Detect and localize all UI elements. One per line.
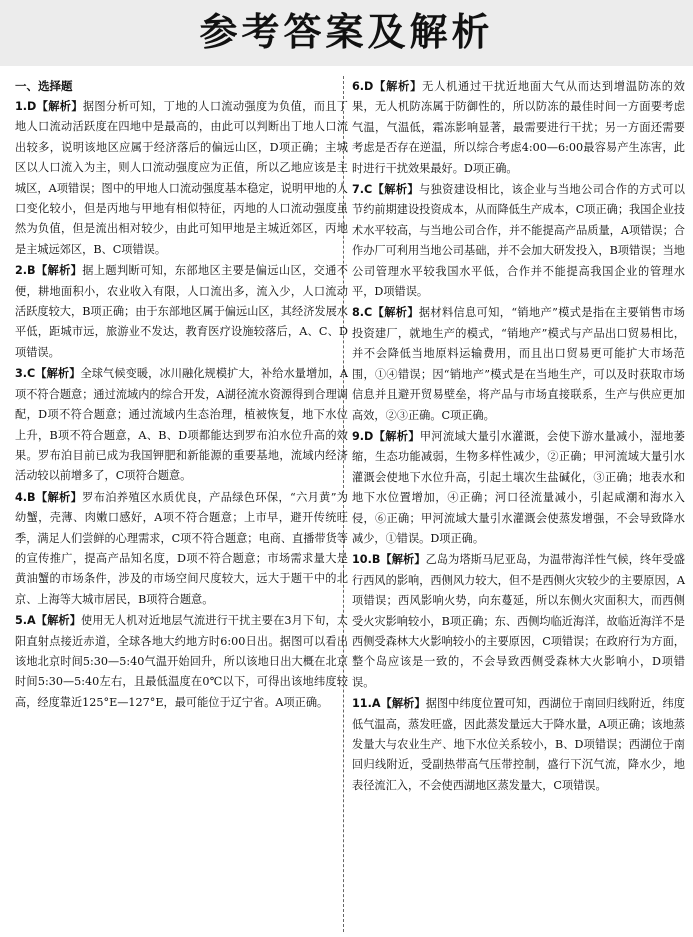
left-column — [15, 76, 348, 713]
analysis-text: 罗布泊养殖区水质优良，产品绿色环保，“六月黄”为幼蟹，壳薄、肉嫩口感好，A项不符合题意；上市早，避开传统旺季，满足人们尝鲜的心理需求，C项不符合题意；电商、直播带货等的宣传推广，提高产品知名度，D项不符合题意；市场需求量大是黄油蟹的市场条件，涉及的市场空间尺度较大，远大于题干中的北京、上海等大城市居民，B项符合题意。 — [15, 490, 348, 606]
answer-number: 5. — [15, 614, 28, 628]
analysis-text: 据图分析可知，丁地的人口流动强度为负值，而且丁地人口流动活跃度在四地中是最高的，由此可以判断出丁地人口流出较多，说明该地区应属于经济落后的偏远山区，D项正确；主城区以人口流入为主，则人口流动强度应为正值，所以乙地应该是主城区，A项错误；图中的甲地人口流动强度基本稳定，说明甲地的人口变化较小，但是丙地与甲地有相似特征，丙地的人口流动强度虽然为负值，但是流出相对较少，由此可知甲地是主城近郊区，丙地是主城远郊区，B、C项错误。 — [15, 100, 348, 256]
answer-letter: B — [27, 264, 36, 278]
right-column — [352, 76, 685, 796]
page-title: 参考答案及解析 — [199, 10, 494, 54]
analysis-text: 据材料信息可知，“销地产”模式是指在主要销售市场投资建厂，就地生产的模式，“销地产”模式与产品出口贸易相比，并不会降低当地原料运输费用，而且出口贸易更可能扩大市场范围，①④错误；因“销地产”模式是在当地生产，可以及时获取市场信息并且避开贸易壁垒，将产品与市场直接联系，生产与供应更加高效，②③正确。C项正确。 — [352, 306, 685, 422]
answer-letter: C — [364, 183, 373, 197]
analysis-tag: 【解析】 — [35, 489, 83, 504]
answer-letter: A — [27, 614, 36, 628]
answer-letter: D — [364, 80, 374, 93]
answer-number: 3. — [15, 367, 28, 381]
analysis-tag: 【解析】 — [372, 182, 419, 197]
answer-item — [15, 260, 348, 363]
answer-item — [352, 76, 685, 179]
analysis-tag: 【解析】 — [35, 263, 83, 278]
answer-number: 9. — [352, 429, 365, 443]
answer-item — [352, 179, 685, 302]
analysis-text: 与独资建设相比，该企业与当地公司合作的方式可以节约前期建设投资成本，从而降低生产成本，C项正确；我国企业技术水平较高，与当地公司合作，并不能提高产品质量，A项错误；合作办厂可利用当地公司基础，并不会加大研发投入，B项错误；当地公司管理水平较我国水平低，合作并不能提高我国企业的管理水平，D项错误。 — [352, 183, 685, 299]
answer-number: 4. — [15, 490, 28, 504]
analysis-tag: 【解析】 — [372, 305, 419, 320]
answer-number: 6. — [352, 80, 365, 93]
analysis-tag: 【解析】 — [373, 428, 420, 443]
analysis-tag: 【解析】 — [380, 552, 426, 567]
answer-letter: D — [27, 100, 37, 113]
analysis-text: 甲河流域大量引水灌溉，会使下游水量减小，湿地萎缩，生态功能减弱，生物多样性减少，②正确；甲河流域大量引水灌溉会使地下水位升高，引起土壤次生盐碱化，③正确；地表水和地下水位置增加，④正确；河口径流量减小，引起咸潮和海水入侵，⑥正确；甲河流域大量引水灌溉会使蒸发增强，不会导致降水减少，①错误。D项正确。 — [352, 429, 685, 545]
answer-number: 7. — [352, 183, 365, 197]
answer-number: 8. — [352, 306, 365, 320]
answer-item — [352, 302, 685, 425]
answer-item — [352, 426, 685, 549]
analysis-tag: 【解析】 — [35, 613, 82, 628]
analysis-tag: 【解析】 — [36, 99, 83, 113]
answer-item — [15, 610, 348, 713]
analysis-tag: 【解析】 — [380, 696, 426, 711]
answer-number: 11. — [352, 697, 372, 711]
answer-letter: A — [371, 697, 381, 711]
analysis-text: 使用无人机对近地层气流进行干扰主要在3月下旬，太阳直射点接近赤道，全球各地大约地方时6:00日出。据图可以看出该地北京时间5:30—5:40气温开始回升，所以该地日出大概在北京时间5:30—5:40左右，且最低温度在0℃以下，可得出该地纬度较高，经度靠近125°E—127°E，最可能位于辽宁省。A项正确。 — [15, 614, 348, 709]
answer-item — [352, 693, 685, 796]
analysis-text: 全球气候变暖，冰川融化规模扩大，补给水量增加，A项不符合题意；通过流域内的综合开发，A湖径流水资源得到合理调配，D项不符合题意；通过流域内生态治理，植被恢复，地下水位上升，B项不符合题意，A、B、D项都能达到罗布泊水位升高的效果。罗布泊目前已成为我国钾肥和新能源的重要基地，流域内经济活动较以前增多了，C项符合题意。 — [15, 367, 348, 483]
answer-item — [15, 96, 348, 260]
answer-number: 2. — [15, 264, 28, 278]
analysis-tag: 【解析】 — [373, 79, 423, 93]
analysis-text: 乙岛为塔斯马尼亚岛，为温带海洋性气候，终年受盛行西风的影响，西侧风力较大，但不是西侧火灾较少的主要原因，A项错误；西风影响火势，向东蔓延，所以东侧火灾面积大，而西侧受火灾影响较小，B项正确；东、西侧均临近海洋，故临近海洋不是西侧受森林大火影响较小的主要原因，C项错误；在政府行为方面，整个岛应该是一致的，不会导致西侧受森林大火影响小，D项错误。 — [352, 553, 685, 689]
answer-letter: C — [364, 306, 373, 320]
answer-letter: D — [364, 429, 374, 443]
answer-item — [352, 549, 685, 693]
answer-number: 10. — [352, 553, 372, 567]
answer-letter: C — [27, 367, 36, 381]
answer-item — [15, 487, 348, 610]
analysis-text: 据上题判断可知，东部地区主要是偏远山区，交通不便，耕地面积小，农业收入有限，人口流出多，流入少，人口流动活跃度较大，B项正确；由于东部地区属于偏远山区，其经济发展水平低，距城市远，旅游业不发达，教育医疗设施较落后，A、C、D项错误。 — [15, 264, 348, 359]
answer-letter: B — [371, 553, 381, 567]
answer-letter: B — [27, 490, 36, 504]
analysis-tag: 【解析】 — [35, 366, 81, 381]
section-heading: 一、选择题 — [15, 79, 73, 93]
analysis-text: 据图中纬度位置可知，西湖位于南回归线附近，纬度低气温高，蒸发旺盛，因此蒸发量远大于降水量，A项正确；该地蒸发量大与农业生产、地下水位关系较小，B、D项错误；西湖位于南回归线附近，受副热带高气压带控制，盛行下沉气流，降水少，地表径流汇入，不会使西湖地区蒸发量大，C项错误。 — [352, 697, 685, 792]
answer-number: 1. — [15, 100, 28, 113]
analysis-text: 无人机通过干扰近地面大气从而达到增温防冻的效果，无人机防冻属于防御性的，所以防冻的最佳时间一方面要考虑气温，气温低，霜冻影响显著，最需要进行干扰；另一方面还需要考虑是否存在逆温，所以综合考虑4:00—6:00最容易产生冻害，此时进行干扰效果最好。D项正确。 — [352, 80, 685, 175]
answer-item — [15, 363, 348, 486]
